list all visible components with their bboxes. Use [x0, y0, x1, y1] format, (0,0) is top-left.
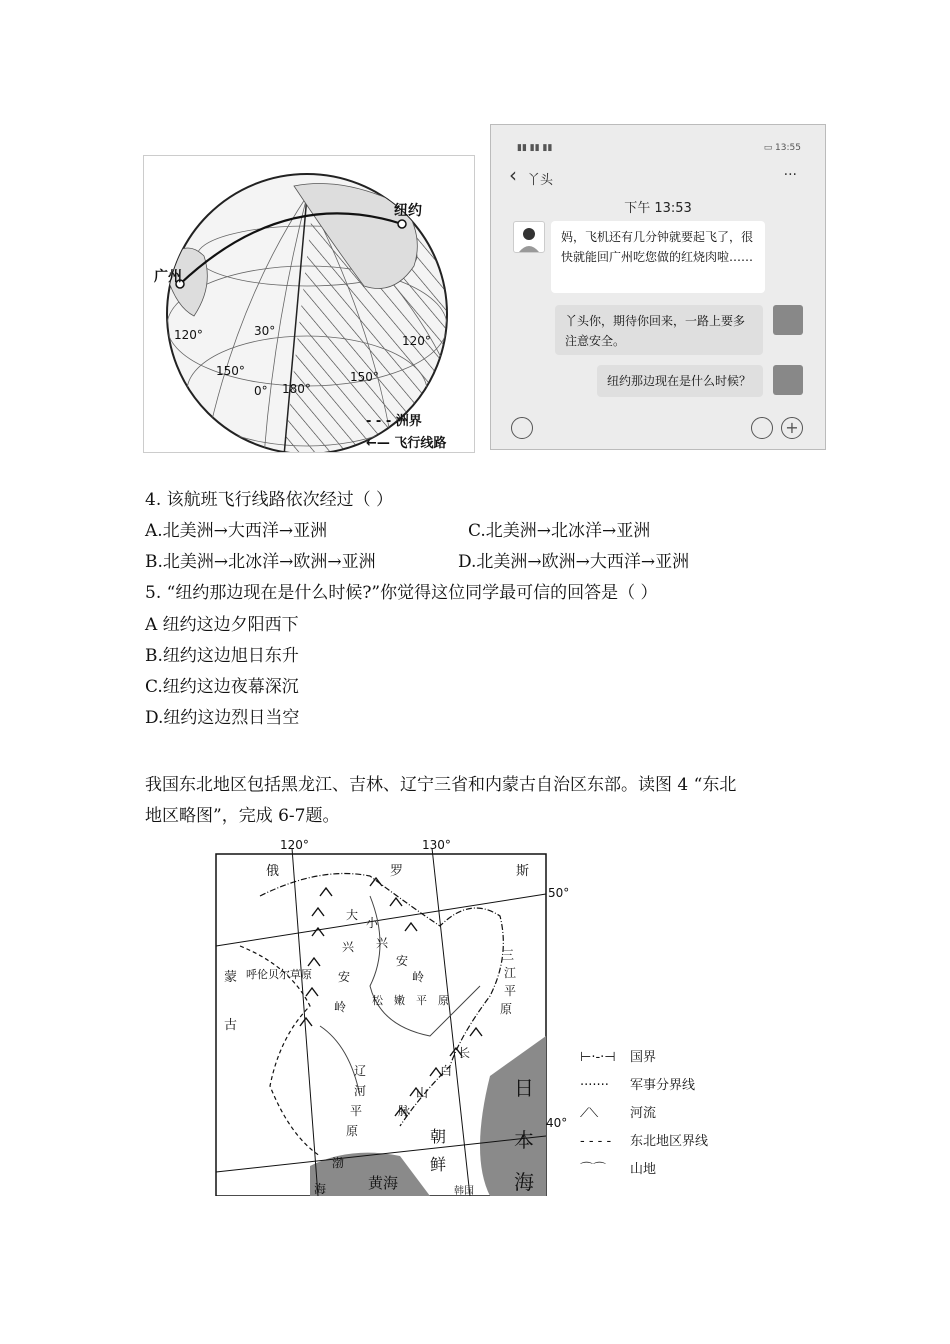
message-mother-2 — [597, 365, 763, 397]
back-button[interactable]: ‹ — [509, 163, 517, 187]
label-hulunbuir: 呼伦贝尔草原 — [246, 968, 312, 981]
q5-option-a[interactable]: A 纽约这边夕阳西下 — [145, 615, 299, 635]
intro-line-2: 地区略图”，完成 6-7题。 — [145, 806, 340, 826]
q4-option-c[interactable]: C.北美洲→北冰洋→亚洲 — [468, 521, 651, 541]
label-lon120w: 120° — [174, 328, 203, 342]
legend-route — [366, 432, 446, 451]
label-bohai-2: 海 — [314, 1182, 327, 1196]
label-lon180: 180° — [282, 382, 311, 396]
label-russia-1: 俄 — [266, 864, 280, 879]
label-dxa-1: 大 — [346, 908, 359, 922]
label-japan-1: 日 — [514, 1076, 534, 1100]
globe-figure — [143, 155, 475, 453]
label-cbs-4: 脉 — [398, 1104, 411, 1118]
avatar-daughter[interactable] — [513, 221, 545, 253]
q5-option-b[interactable]: B.纽约这边旭日东升 — [145, 646, 299, 666]
q4-option-a[interactable]: A.北美洲→大西洋→亚洲 — [145, 521, 328, 541]
label-lhp-1: 辽 — [354, 1064, 367, 1078]
label-dxa-2: 兴 — [342, 940, 355, 954]
message-time: 下午 13:53 — [624, 201, 692, 216]
add-button[interactable]: + — [781, 417, 803, 439]
map-lon120: 120° — [280, 838, 309, 852]
label-mongolia-1: 蒙 — [224, 970, 238, 985]
label-xxa-2: 兴 — [376, 936, 389, 950]
legend-row-border — [580, 1046, 760, 1074]
q4-option-b[interactable]: B.北美洲→北冰洋→欧洲→亚洲 — [145, 552, 376, 572]
label-snp-2: 嫩 — [394, 994, 405, 1007]
label-lat30: 30° — [254, 324, 276, 338]
label-bohai-1: 渤 — [332, 1156, 345, 1170]
label-lhp-3: 平 — [350, 1104, 363, 1118]
legend-border-label: 国界 — [630, 1050, 657, 1065]
label-sjp-2: 江 — [504, 966, 517, 980]
globe-map — [144, 156, 474, 452]
label-lon0: 0° — [254, 384, 268, 398]
label-cbs-3: 山 — [416, 1086, 429, 1100]
label-cbs-2: 白 — [440, 1064, 453, 1078]
label-xxa-4: 岭 — [412, 970, 425, 984]
map-legend — [580, 1046, 760, 1186]
message-mother-1 — [555, 305, 763, 355]
message-mother-2-text: 纽约那边现在是什么时候？ — [607, 374, 752, 388]
label-lon150w: 150° — [216, 364, 245, 378]
q4-option-d[interactable]: D.北美洲→欧洲→大西洋→亚洲 — [458, 552, 690, 572]
label-hanguo: 韩国 — [454, 1186, 474, 1197]
label-russia-3: 斯 — [516, 864, 530, 879]
emoji-button[interactable] — [751, 417, 773, 439]
legend-row-river — [580, 1102, 760, 1130]
label-sjp-1: 三 — [502, 948, 515, 962]
label-huanghai: 黄海 — [368, 1174, 399, 1192]
legend-row-mountain — [580, 1158, 760, 1186]
q4-stem: 4. 该航班飞行线路依次经过（ ） — [145, 490, 394, 510]
q5-option-c[interactable]: C.纽约这边夜幕深沉 — [145, 677, 299, 697]
northeast-map — [200, 836, 760, 1200]
label-xxa-3: 安 — [396, 954, 409, 968]
legend-boundary — [366, 410, 422, 429]
legend-boundary-label: 洲界 — [395, 414, 422, 429]
legend-military-symbol: ······· — [580, 1078, 609, 1093]
label-lon120e: 120° — [402, 334, 431, 348]
legend-border-symbol: ⊢·-·⊣ — [580, 1050, 616, 1065]
legend-route-arrow-icon: ←— — [366, 436, 395, 451]
label-japan-3: 海 — [514, 1170, 534, 1194]
legend-mountain-symbol: ⌒⌒ — [580, 1162, 607, 1177]
label-russia-2: 罗 — [390, 864, 404, 879]
label-sjp-3: 平 — [504, 984, 517, 998]
label-xxa-1: 小 — [366, 916, 379, 930]
label-korea-1: 朝 — [430, 1127, 447, 1146]
avatar-mother-1[interactable] — [773, 305, 803, 335]
label-korea-2: 鲜 — [430, 1155, 447, 1174]
label-lhp-2: 河 — [354, 1084, 367, 1098]
contact-name: 丫头 — [527, 173, 554, 188]
label-cbs-1: 长 — [458, 1046, 471, 1060]
status-bar-left: ▮▮ ▮▮ ▮▮ — [517, 143, 553, 153]
q5-option-d[interactable]: D.纽约这边烈日当空 — [145, 708, 300, 728]
legend-region-label: 东北地区界线 — [630, 1134, 709, 1149]
label-newyork: 纽约 — [394, 203, 422, 219]
legend-row-region — [580, 1130, 760, 1158]
legend-river-symbol: ⟋⟍ — [580, 1106, 599, 1121]
q5-stem: 5. “纽约那边现在是什么时候?”你觉得这位同学最可信的回答是（ ） — [145, 583, 658, 603]
label-japan-2: 本 — [514, 1128, 534, 1152]
map-lat50: 50° — [548, 886, 570, 900]
voice-button[interactable] — [511, 417, 533, 439]
chat-screenshot — [490, 124, 826, 450]
label-dxa-3: 安 — [338, 970, 351, 984]
legend-military-label: 军事分界线 — [630, 1078, 696, 1093]
intro-line-1: 我国东北地区包括黑龙江、吉林、辽宁三省和内蒙古自治区东部。读图 4 “东北 — [145, 775, 737, 795]
label-snp-1: 松 — [372, 994, 383, 1007]
map-lat40: 40° — [546, 1116, 568, 1130]
label-snp-3: 平 — [416, 994, 427, 1007]
message-mother-1-text: 丫头你，期待你回来，一路上要多注意安全。 — [565, 314, 746, 348]
legend-region-symbol: - - - - — [580, 1134, 612, 1149]
message-daughter-text: 妈，飞机还有几分钟就要起飞了，很快就能回广州吃您做的红烧肉啦…… — [561, 230, 754, 264]
label-dxa-4: 岭 — [334, 1000, 347, 1014]
legend-boundary-symbol: - - - — [366, 414, 396, 429]
legend-row-military — [580, 1074, 760, 1102]
label-guangzhou: 广州 — [154, 269, 182, 285]
label-lhp-4: 原 — [346, 1124, 359, 1138]
legend-river-label: 河流 — [630, 1106, 657, 1121]
more-button[interactable]: ··· — [783, 167, 797, 183]
message-daughter — [551, 221, 765, 293]
label-mongolia-2: 古 — [224, 1018, 238, 1033]
label-lon150e: 150° — [350, 370, 379, 384]
status-bar-right: ▭ 13:55 — [763, 143, 801, 153]
legend-route-label: 飞行线路 — [394, 436, 447, 451]
avatar-mother-2[interactable] — [773, 365, 803, 395]
map-lon130: 130° — [422, 838, 451, 852]
legend-mountain-label: 山地 — [630, 1162, 657, 1177]
label-sjp-4: 原 — [500, 1002, 513, 1016]
label-snp-4: 原 — [438, 994, 449, 1007]
